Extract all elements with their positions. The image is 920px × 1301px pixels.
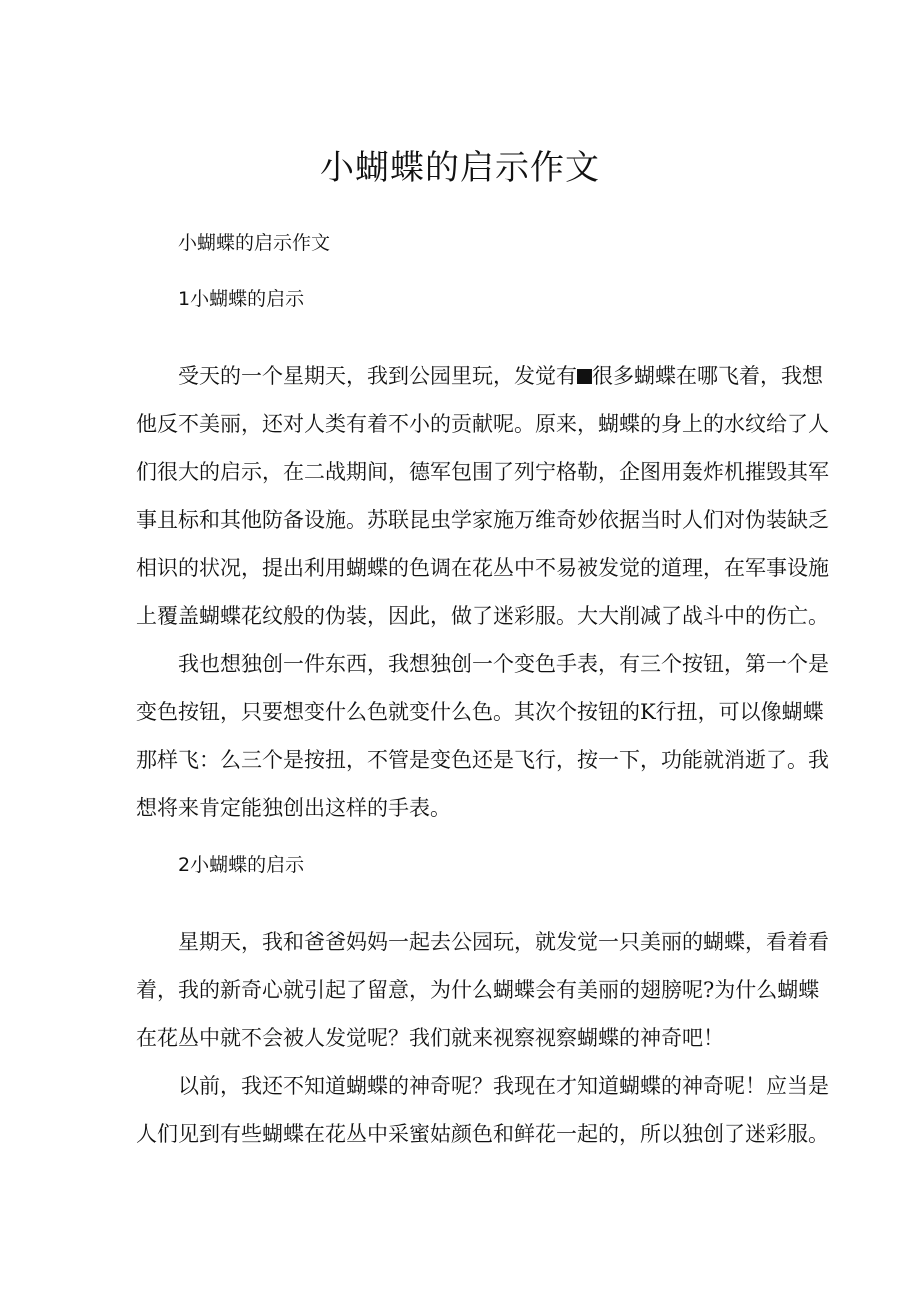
paragraph-2-line: 我也想独创一件东西，我想独创一个变色手表，有三个按钮，第一个是 bbox=[178, 652, 829, 676]
section-heading-2: 2小蝴蝶的启示 bbox=[178, 854, 305, 876]
paragraph-4-line: 以前，我还不知道蝴蝶的神奇呢？我现在才知道蝴蝶的神奇呢！应当是 bbox=[178, 1074, 829, 1098]
paragraph-1-line: 相识的状况，提出利用蝴蝶的色调在花丛中不易被发觉的道理，在军事设施 bbox=[136, 556, 829, 580]
section-heading-1: 1小蝴蝶的启示 bbox=[178, 288, 305, 310]
paragraph-2-line: 变色按钮，只要想变什么色就变什么色。其次个按钮的K行扭，可以像蝴蝶 bbox=[136, 700, 824, 724]
paragraph-2-line: 想将来肯定能独创出这样的手表。 bbox=[136, 796, 451, 820]
paragraph-1-line: 事且标和其他防备设施。苏联昆虫学家施万维奇妙依据当时人们对伪装缺乏 bbox=[136, 508, 829, 532]
paragraph-4-line: 人们见到有些蝴蝶在花丛中采蜜姑颜色和鲜花一起的，所以独创了迷彩服。 bbox=[136, 1122, 829, 1146]
document-subtitle: 小蝴蝶的启示作文 bbox=[178, 232, 331, 254]
paragraph-3-line: 星期天，我和爸爸妈妈一起去公园玩，就发觉一只美丽的蝴蝶，看着看 bbox=[178, 930, 829, 954]
redaction-mark bbox=[577, 369, 592, 384]
paragraph-3-line: 着，我的新奇心就引起了留意，为什么蝴蝶会有美丽的翅膀呢?为什么蝴蝶 bbox=[136, 978, 820, 1002]
paragraph-1-line: 上覆盖蝴蝶花纹般的伪装，因此，做了迷彩服。大大削减了战斗中的伤亡。 bbox=[136, 604, 829, 628]
paragraph-3-line: 在花丛中就不会被人发觉呢？我们就来视察视察蝴蝶的神奇吧！ bbox=[136, 1026, 724, 1050]
paragraph-1-line-1: 受天的一个星期天，我到公园里玩，发觉有 很多蝴蝶在哪飞着，我想 bbox=[178, 364, 823, 388]
paragraph-1-line: 他反不美丽，还对人类有着不小的贡献呢。原来，蝴蝶的身上的水纹给了人 bbox=[136, 412, 829, 436]
paragraph-2-line: 那样飞：么三个是按扭，不管是变色还是飞行，按一下，功能就消逝了。我 bbox=[136, 748, 829, 772]
page-title: 小蝴蝶的启示作文 bbox=[320, 148, 600, 188]
paragraph-1-line: 们很大的启示，在二战期间，德军包围了列宁格勒，企图用轰炸机摧毁其军 bbox=[136, 460, 829, 484]
